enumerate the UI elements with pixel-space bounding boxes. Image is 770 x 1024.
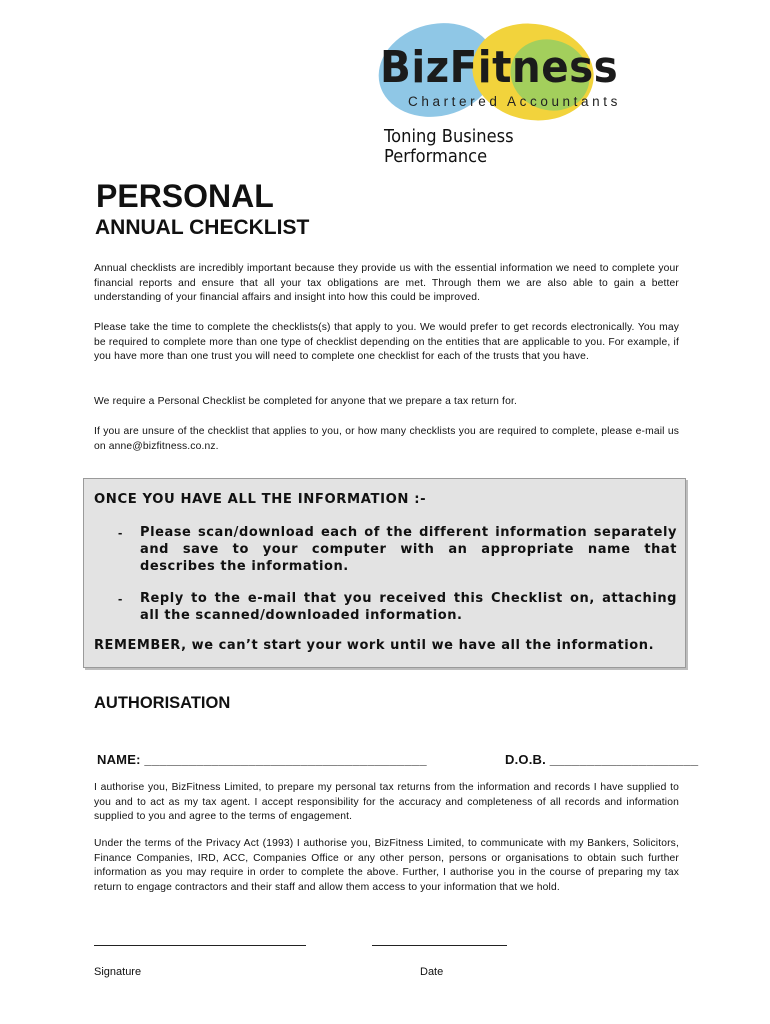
bullet-dash: - — [118, 525, 123, 540]
page-title: PERSONAL — [96, 178, 274, 214]
intro-paragraph-3: We require a Personal Checklist be completed for anyone that we prepare a tax return for. — [94, 396, 517, 407]
bizfitness-logo — [374, 18, 634, 167]
information-box — [83, 478, 686, 668]
date-line[interactable] — [372, 945, 507, 946]
bullet-dash: - — [118, 591, 123, 606]
info-item-scan: Please scan/download each of the different information separately and save to your computer with an appropriate name that describes the information. — [140, 525, 677, 574]
signature-line[interactable] — [94, 945, 306, 946]
intro-paragraph-1: Annual checklists are incredibly important because they provide us with the essential information we need to complete your financial reports and ensure that all your tax obligations are met. Through them we are also able to gain a better understanding of your financial affairs and insight into how this could be improved. — [94, 263, 679, 304]
info-box-remember: REMEMBER, we can’t start your work until we have all the information. — [94, 638, 655, 653]
authorisation-paragraph-2: Under the terms of the Privacy Act (1993) I authorise you, BizFitness Limited, to communicate with my Bankers, Solicitors, Finance Companies, IRD, ACC, Companies Office or any other person, persons or organisations to obtain such further information as you may require in order to complete the above. Further, I authorise you in the course of preparing my tax return to engage contractors and their staff and allow them access to your information that we hold. — [94, 838, 679, 893]
authorisation-paragraph-1: I authorise you, BizFitness Limited, to prepare my personal tax returns from the information and records I have supplied to you and to act as my tax agent. I accept responsibility for the accuracy and completeness of all records and information supplied to you and agree to the terms of engagement. — [94, 782, 679, 823]
logo-subtitle: Chartered Accountants — [408, 94, 621, 109]
logo-tagline: Toning Business Performance — [384, 127, 514, 167]
intro-paragraph-4: If you are unsure of the checklist that applies to you, or how many checklists you are required to complete, please e-mail us on anne@bizfitness.co.nz. — [94, 426, 679, 452]
info-item-reply: Reply to the e-mail that you received this Checklist on, attaching all the scanned/downloaded information. — [140, 591, 677, 623]
name-field[interactable]: NAME: ______________________________________ — [97, 752, 427, 767]
date-label: Date — [420, 966, 444, 978]
authorisation-heading: AUTHORISATION — [94, 694, 231, 712]
signature-label: Signature — [94, 966, 142, 978]
intro-paragraph-2: Please take the time to complete the checklists(s) that apply to you. We would prefer to get records electronically. You may be required to complete more than one type of checklist depending on the entities that are applicable to you. For example, if you have more than one trust you will need to complete one checklist for each of the trusts that you have. — [94, 322, 679, 363]
logo-name: BizFitness — [380, 42, 619, 93]
info-box-heading: ONCE YOU HAVE ALL THE INFORMATION :- — [94, 492, 427, 507]
page-subtitle: ANNUAL CHECKLIST — [95, 216, 310, 239]
dob-field[interactable]: D.O.B. ____________________ — [505, 752, 699, 767]
